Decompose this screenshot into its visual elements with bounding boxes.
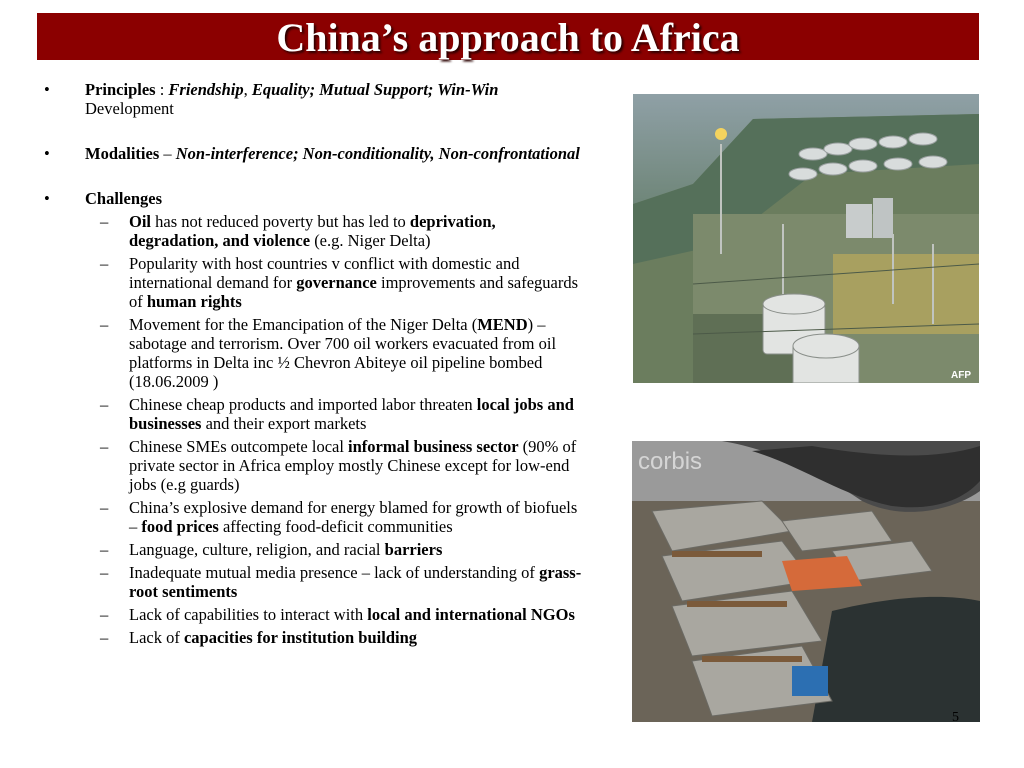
text-run: MEND: [477, 315, 528, 334]
challenge-item: [88, 254, 589, 311]
challenge-item: [88, 605, 589, 624]
challenge-item: [88, 395, 589, 433]
oil-refinery-photo: [633, 94, 979, 383]
text-run: and their export markets: [201, 414, 367, 433]
sub-bullet-marker: –: [100, 395, 109, 414]
sub-bullet-marker: –: [100, 254, 109, 273]
text-run: Challenges: [85, 189, 163, 208]
text-run: Friendship: [168, 80, 244, 99]
text-run: Lack of: [129, 628, 184, 647]
slum-photo: [632, 441, 980, 722]
challenge-item: [88, 498, 589, 536]
bullet-item: [44, 144, 589, 163]
challenge-item: [88, 315, 589, 391]
text-run: local jobs and businesses: [129, 395, 574, 433]
text-run: (e.g. Niger Delta): [310, 231, 431, 250]
page-number: 5: [952, 710, 959, 725]
text-run: affecting food-deficit communities: [218, 517, 453, 536]
text-run: Chinese cheap products and imported labor threaten: [129, 395, 477, 414]
text-run: ) – sabotage and terrorism. Over 700 oil workers evacuated from oil platforms in Delta inc ½ Chevron Abiteye oil pipeline bombed (18.06.2009 ): [129, 315, 557, 391]
text-run: governance: [296, 273, 377, 292]
challenge-item: [88, 212, 589, 250]
text-run: capacities for institution building: [183, 628, 418, 647]
text-run: Oil: [129, 212, 152, 231]
text-run: Principles: [85, 80, 156, 99]
corbis-watermark: corbis: [638, 448, 703, 475]
text-run: Lack of capabilities to interact with: [129, 605, 368, 624]
text-run: grass-root sentiments: [129, 563, 582, 601]
slide-title: China’s approach to Africa: [276, 15, 740, 60]
text-run: ,: [243, 80, 252, 99]
bullet-text: [85, 144, 589, 163]
challenge-item: [88, 628, 589, 647]
bullet-item: [44, 80, 589, 118]
afp-watermark: AFP: [951, 370, 971, 381]
text-run: deprivation, degradation, and violence: [129, 212, 496, 250]
text-run: informal business sector: [348, 437, 519, 456]
text-run: China’s explosive demand for energy blamed for growth of biofuels –: [129, 498, 578, 536]
challenge-item: [88, 563, 589, 601]
sub-bullet-marker: –: [100, 563, 109, 582]
text-run: (90% of private sector in Africa employ mostly Chinese except for low-end jobs (e.g guards): [129, 437, 577, 494]
bullet-text: [85, 80, 589, 118]
bullet-marker: •: [44, 144, 50, 163]
bullet-item: [44, 189, 589, 208]
text-run: improvements and safeguards of: [129, 273, 579, 311]
text-run: local and international NGOs: [367, 605, 575, 624]
text-run: Modalities: [85, 144, 160, 163]
title-bar: [37, 13, 979, 60]
sub-bullet-marker: –: [100, 605, 109, 624]
bullet-text: [85, 189, 589, 208]
challenge-item: [88, 437, 589, 494]
text-run: Chinese SMEs outcompete local: [129, 437, 349, 456]
text-run: human rights: [146, 292, 242, 311]
bullet-marker: •: [44, 80, 50, 99]
text-run: Equality; Mutual Support; Win-Win: [251, 80, 499, 99]
sub-bullet-marker: –: [100, 498, 109, 517]
sub-bullet-marker: –: [100, 437, 109, 456]
text-run: Non-interference; Non-conditionality, Non-confrontational: [175, 144, 580, 163]
text-run: Movement for the Emancipation of the Niger Delta (: [129, 315, 478, 334]
bullet-marker: •: [44, 189, 50, 208]
text-run: barriers: [384, 540, 443, 559]
sub-bullet-marker: –: [100, 212, 109, 231]
bullet-list: [44, 80, 589, 651]
sub-bullet-marker: –: [100, 315, 109, 334]
text-run: :: [155, 80, 169, 99]
text-run: Popularity with host countries v conflict with domestic and international demand for: [129, 254, 520, 292]
text-run: Language, culture, religion, and racial: [129, 540, 385, 559]
text-run: –: [159, 144, 176, 163]
challenge-item: [88, 540, 589, 559]
text-run: Development: [85, 99, 174, 118]
text-run: food prices: [141, 517, 219, 536]
sub-bullet-marker: –: [100, 628, 109, 647]
sub-bullet-marker: –: [100, 540, 109, 559]
text-run: has not reduced poverty but has led to: [151, 212, 410, 231]
challenge-list: [44, 212, 589, 647]
text-run: Inadequate mutual media presence – lack of understanding of: [129, 563, 540, 582]
